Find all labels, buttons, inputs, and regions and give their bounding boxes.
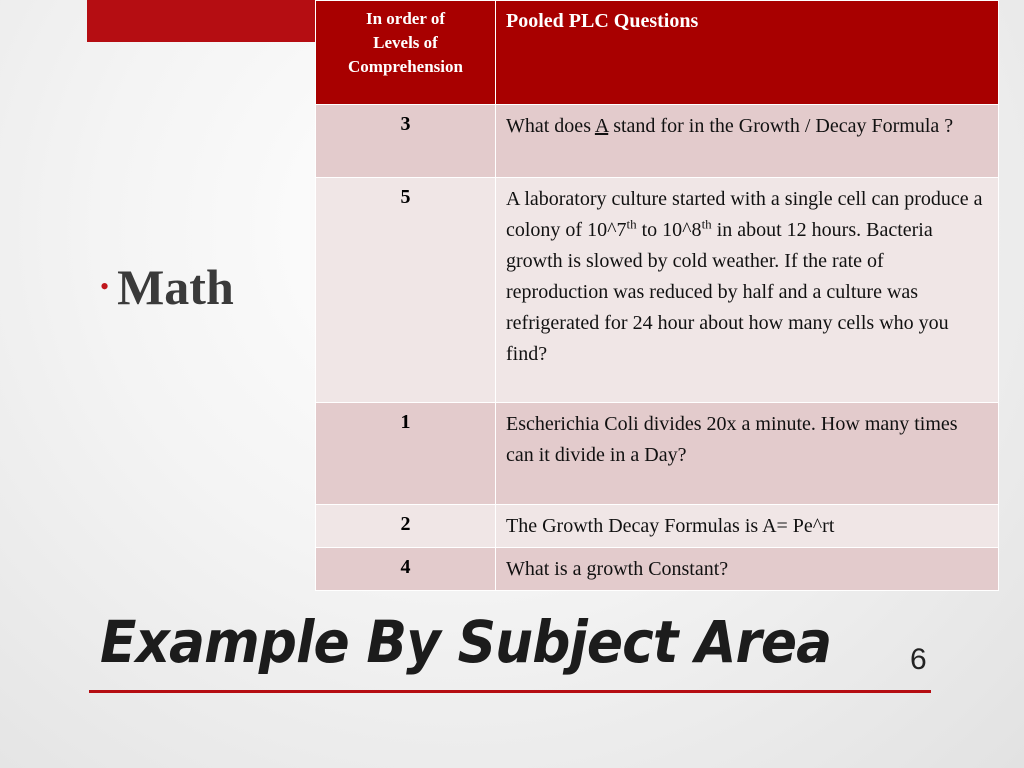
question-text: What does — [506, 115, 595, 137]
table-row — [316, 105, 999, 178]
level-cell: 1 — [316, 403, 496, 505]
table-header-row — [316, 1, 999, 105]
question-cell: Escherichia Coli divides 20x a minute. How many times can it divide in a Day? — [496, 403, 999, 505]
table-row — [316, 403, 999, 505]
header-levels-of-comprehension — [316, 1, 496, 105]
question-cell: What is a growth Constant? — [496, 548, 999, 591]
level-cell: 5 — [316, 178, 496, 403]
superscript: th — [626, 216, 637, 232]
question-text: A laboratory culture started with a single cell can produce a colony of 10^7 — [506, 188, 983, 241]
table-row — [316, 178, 999, 403]
question-text: stand for in the Growth / Decay Formula ? — [608, 115, 954, 137]
bullet-icon: • — [100, 272, 110, 301]
plc-questions-table — [315, 0, 999, 591]
table-row — [316, 505, 999, 548]
question-text: to 10^8 — [636, 219, 702, 241]
question-cell: The Growth Decay Formulas is A= Pe^rt — [496, 505, 999, 548]
level-cell: 4 — [316, 548, 496, 591]
level-cell: 3 — [316, 105, 496, 178]
top-accent-bar — [87, 0, 316, 42]
underlined-a: A — [594, 115, 609, 137]
question-cell — [496, 105, 999, 178]
header-line: In order of — [365, 9, 445, 28]
question-cell — [496, 178, 999, 403]
bullet-item-math — [100, 259, 234, 315]
bullet-text: Math — [117, 259, 234, 315]
superscript: th — [701, 216, 712, 232]
level-cell: 2 — [316, 505, 496, 548]
slide-title: Example By Subject Area — [100, 608, 832, 676]
header-line: Comprehension — [348, 57, 463, 76]
header-line: Levels of — [373, 33, 438, 52]
title-underline-rule — [89, 690, 931, 693]
header-pooled-plc-questions: Pooled PLC Questions — [496, 1, 999, 105]
table-row — [316, 548, 999, 591]
question-text: in about 12 hours. Bacteria growth is slowed by cold weather. If the rate of reproduction was reduced by half and a culture was refrigerated for 24 hour about how many cells who you find? — [506, 219, 949, 365]
page-number: 6 — [910, 643, 927, 676]
